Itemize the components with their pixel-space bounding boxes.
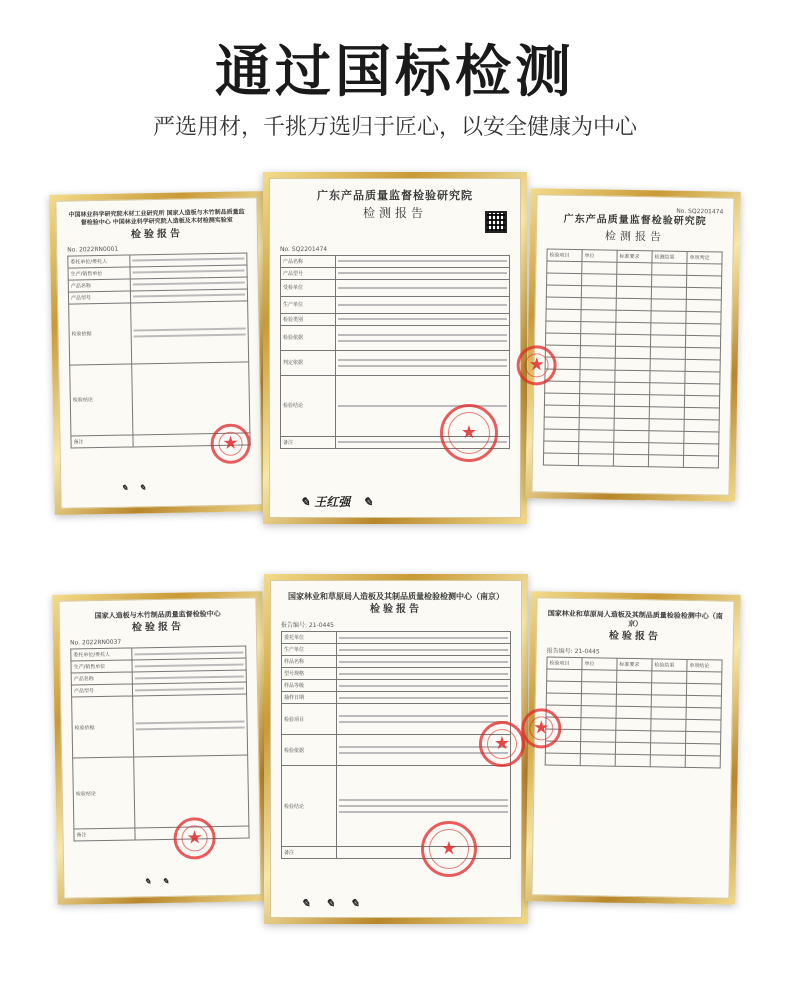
inspection-stamp-icon: ★ <box>173 817 216 860</box>
certificate-2 <box>269 178 521 518</box>
cert-2-title: 检测报告 <box>362 206 427 221</box>
cert-1-table: 委托单位/委托人 生产/销售单位 产品名称 产品型号 检验依据 检验结论 备注 <box>67 252 250 448</box>
cert-1-org: 中国林业科学研究院木材工业研究所 国家人造板与木竹制品质量监督检验中心 中国林业科学研究院人造板及木材检测实验室 <box>68 208 245 227</box>
page-title: 通过国标检测 <box>215 40 575 105</box>
cert-4-report-no: No. 2022RN0037 <box>70 638 122 647</box>
cert-3-table: 检验项目 单位 标准要求 检测结果 单项判定 <box>543 249 723 469</box>
cert-5-org: 国家林业和草原局人造板及其制品质量检验检测中心（南京） <box>288 591 504 601</box>
inspection-stamp-icon: ★ <box>479 721 525 767</box>
certificate-frame-6 <box>525 591 740 905</box>
signature-row: ✎ ✎ <box>144 875 169 887</box>
cert-1-title: 检验报告 <box>130 228 184 241</box>
cert-2-table: 产品名称 产品型号 受检单位 生产单位 检验类别 检验依据 判定依据 检验结论 备注 <box>280 255 510 449</box>
certificate-frame-5 <box>264 574 528 924</box>
inspection-stamp-icon: ★ <box>421 821 477 877</box>
certificate-6 <box>531 597 734 898</box>
cert-1-report-no: No. 2022RN0001 <box>67 245 119 254</box>
qr-code-icon <box>485 211 507 233</box>
cert-6-org: 国家林业和草原局人造板及其制品质量检验检测中心（南京） <box>547 608 723 629</box>
cert-5-table: 委托单位 生产单位 样品名称 型号规格 样品等级 抽样日期 检验项目 检验依据 检验结论 备注 <box>281 631 511 859</box>
certificate-4 <box>58 597 261 898</box>
cert-3-title: 检测报告 <box>604 229 666 244</box>
page-subtitle: 严选用材，千挑万选归于匠心，以安全健康为中心 <box>152 115 637 140</box>
cert-4-table: 委托单位/委托人 生产/销售单位 产品名称 产品型号 检验依据 检验结论 备注 <box>70 646 249 842</box>
certificate-5 <box>270 580 522 918</box>
cert-3-report-no: No. SQ2201474 <box>676 207 724 216</box>
certificate-1 <box>55 197 262 508</box>
cert-2-report-no: No. SQ2201474 <box>280 245 328 253</box>
cert-4-org: 国家人造板与木竹制品质量监督检验中心 <box>94 608 221 621</box>
cert-2-org: 广东产品质量监督检验研究院 <box>317 189 473 202</box>
inspection-stamp-icon: ★ <box>516 345 557 386</box>
certificate-frame-3 <box>525 188 740 502</box>
cert-6-report-no: 报告编号: 21-0445 <box>546 647 600 656</box>
cert-6-table: 检验项目 单位 标准要求 检验结果 单项结论 <box>545 657 723 769</box>
cert-5-report-no: 报告编号: 21-0445 <box>281 622 334 630</box>
cert-3-org: 广东产品质量监督检验研究院 <box>563 213 707 228</box>
signature-row: ✎ ✎ ✎ <box>301 897 360 910</box>
signature-row: ✎ ✎ <box>121 482 146 493</box>
inspection-stamp-icon: ★ <box>210 423 251 464</box>
cert-6-title: 检验报告 <box>608 630 662 643</box>
certificate-3 <box>528 194 734 495</box>
inspection-stamp-icon: ★ <box>521 708 562 749</box>
signature-row: ✎ 王红强 ✎ <box>300 495 373 509</box>
certificate-frame-4 <box>52 591 267 905</box>
cert-4-title: 检验报告 <box>131 621 184 634</box>
certificate-frame-2 <box>263 172 527 524</box>
cert-5-title: 检验报告 <box>370 604 422 616</box>
certificate-frame-1 <box>49 191 269 515</box>
inspection-stamp-icon: ★ <box>440 404 498 462</box>
